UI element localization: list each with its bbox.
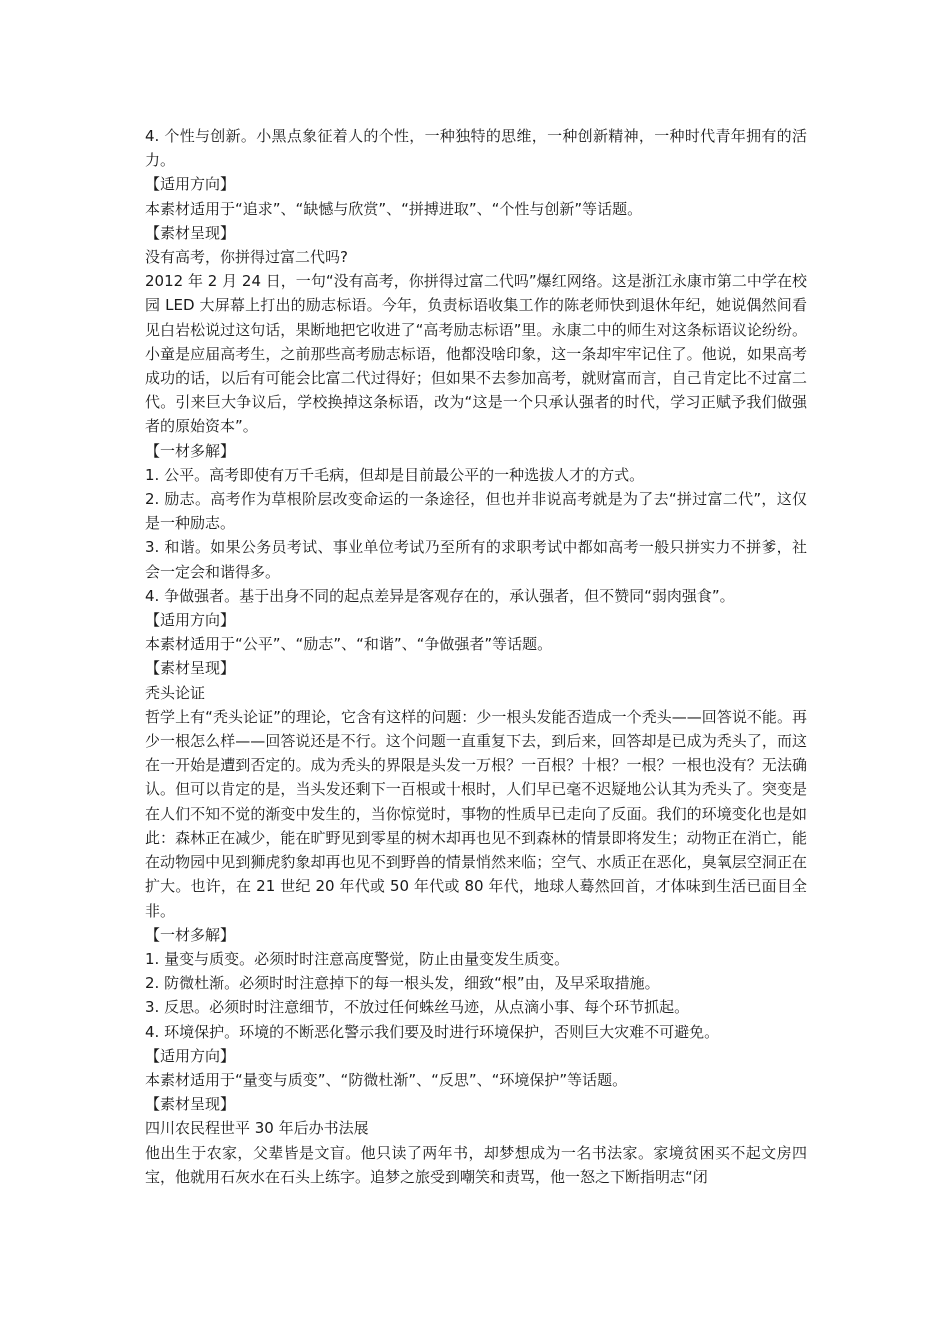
list-item-be-strong: 4. 争做强者。基于出身不同的起点差异是客观存在的，承认强者，但不赞同“弱肉强食”。 <box>145 586 735 605</box>
list-item-reflection: 3. 反思。必须时时注意细节，不放过任何蛛丝马迹，从点滴小事、每个环节抓起。 <box>145 998 690 1017</box>
material-title-gaokao: 没有高考，你拼得过富二代吗? <box>145 248 348 267</box>
list-item-environment: 4. 环境保护。环境的不断恶化警示我们要及时进行环境保护，否则巨大灾难不可避免。 <box>145 1022 720 1041</box>
section-heading-material-presentation: 【素材呈现】 <box>145 1095 236 1114</box>
section-heading-material-presentation: 【素材呈现】 <box>145 223 236 242</box>
list-item-inspiration: 2. 励志。高考作为草根阶层改变命运的一条途径，但也并非说高考就是为了去“拼过富二代”，这仅是一种励志。 <box>145 490 807 533</box>
list-item-prevention: 2. 防微杜渐。必须时时注意掉下的每一根头发，细致“根”由，及早采取措施。 <box>145 974 660 993</box>
paragraph-applicable-topics: 本素材适用于“公平”、“励志”、“和谐”、“争做强者”等话题。 <box>145 635 553 654</box>
paragraph-applicable-topics: 本素材适用于“量变与质变”、“防微杜渐”、“反思”、“环境保护”等话题。 <box>145 1070 628 1089</box>
list-item-harmony: 3. 和谐。如果公务员考试、事业单位考试乃至所有的求职考试中都如高考一般只拼实力不拼爹，社会一定会和谐得多。 <box>145 538 807 581</box>
list-item-quantity-quality: 1. 量变与质变。必须时时注意高度警觉，防止由量变发生质变。 <box>145 949 570 968</box>
list-item-fairness: 1. 公平。高考即使有万千毛病，但却是目前最公平的一种选拔人才的方式。 <box>145 465 645 484</box>
paragraph-calligraphy-story: 他出生于农家，父辈皆是文盲。他只读了两年书，却梦想成为一名书法家。家境贫困买不起文房四宝，他就用石灰水在石头上练字。追梦之旅受到嘲笑和责骂，他一怒之下断指明志“闭 <box>145 1143 807 1186</box>
section-heading-multiple-interpretations: 【一材多解】 <box>145 441 236 460</box>
document-body <box>145 124 807 1189</box>
paragraph-bald-argument: 哲学上有“秃头论证”的理论，它含有这样的问题：少一根头发能否造成一个秃头——回答说不能。再少一根怎么样——回答说还是不行。这个问题一直重复下去，到后来，回答却是已成为秃头了，而这在一开始是遭到否定的。成为秃头的界限是头发一万根？一百根？十根？一根？一根也没有？无法确认。但可以肯定的是，当头发还剩下一百根或十根时，人们早已毫不迟疑地公认其为秃头了。突变是在人们不知不觉的渐变中发生的，当你惊觉时，事物的性质早已走向了反面。我们的环境变化也是如此：森林正在减少，能在旷野见到零星的树木却再也见不到森林的情景即将发生；动物正在消亡，能在动物园中见到狮虎豹象却再也见不到野兽的情景悄然来临；空气、水质正在恶化，臭氧层空洞正在扩大。也许，在 21 世纪 20 年代或 50 年代或 80 年代，地球人蓦然回首，才体味到生活已面目全非。 <box>145 707 807 920</box>
material-title-bald-argument: 秃头论证 <box>145 683 206 702</box>
material-title-calligraphy: 四川农民程世平 30 年后办书法展 <box>145 1119 369 1138</box>
section-heading-applicable-direction: 【适用方向】 <box>145 1046 236 1065</box>
paragraph-innovation-point: 4. 个性与创新。小黑点象征着人的个性，一种独特的思维，一种创新精神，一种时代青年拥有的活力。 <box>145 127 807 170</box>
section-heading-applicable-direction: 【适用方向】 <box>145 175 236 194</box>
paragraph-applicable-topics: 本素材适用于“追求”、“缺憾与欣赏”、“拼搏进取”、“个性与创新”等话题。 <box>145 199 643 218</box>
section-heading-multiple-interpretations: 【一材多解】 <box>145 925 236 944</box>
section-heading-material-presentation: 【素材呈现】 <box>145 659 236 678</box>
section-heading-applicable-direction: 【适用方向】 <box>145 611 236 630</box>
paragraph-gaokao-story: 2012 年 2 月 24 日，一句“没有高考，你拼得过富二代吗”爆红网络。这是浙江永康市第二中学在校园 LED 大屏幕上打出的励志标语。今年，负责标语收集工作的陈老师快到退休年纪，她说偶然间看见白岩松说过这句话，果断地把它收进了“高考励志标语”里。永康二中的师生对这条标语议论纷纷。小童是应届高考生，之前那些高考励志标语，他都没啥印象，这一条却牢牢记住了。他说，如果高考成功的话，以后有可能会比富二代过得好；但如果不去参加高考，就财富而言，自己肯定比不过富二代。引来巨大争议后，学校换掉这条标语，改为“这是一个只承认强者的时代，学习正赋予我们做强者的原始资本”。 <box>145 272 807 436</box>
